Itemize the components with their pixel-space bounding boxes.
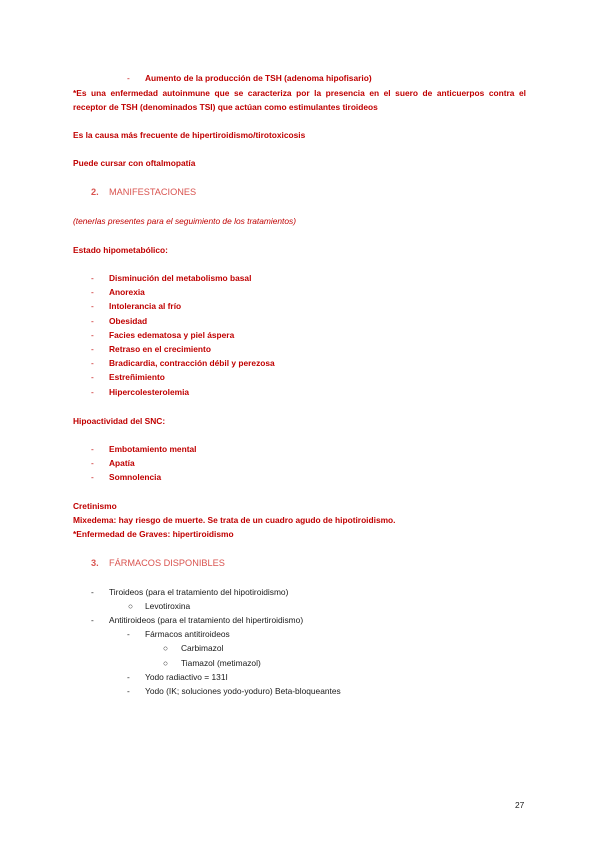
thiamazole: Tiamazol (metimazol) — [181, 658, 261, 668]
antithyroid-drugs: Fármacos antitiroideos — [145, 629, 230, 639]
bullet-dash: - — [91, 615, 94, 625]
carbimazole: Carbimazol — [181, 643, 224, 653]
cns-item: Apatía — [109, 458, 135, 468]
frequency-note: Es la causa más frecuente de hipertiroidismo/tirotoxicosis — [73, 130, 306, 140]
hypometabolic-item: Disminución del metabolismo basal — [109, 273, 252, 283]
hyperthyroid-treatment: Antitiroideos (para el tratamiento del hipertiroidismo) — [109, 615, 304, 625]
bullet-dash: - — [91, 444, 94, 454]
bullet-dash: - — [91, 330, 94, 340]
section-2-subtitle: (tenerlas presentes para el seguimiento de los tratamientos) — [73, 216, 296, 226]
bullet-dash: - — [91, 458, 94, 468]
bullet-dash: - — [91, 372, 94, 382]
section-3-title: FÁRMACOS DISPONIBLES — [109, 558, 225, 568]
hypometabolic-item: Bradicardia, contracción débil y perezosa — [109, 358, 275, 368]
bullet-dash: - — [127, 629, 130, 639]
hypothyroid-treatment: Tiroideos (para el tratamiento del hipotiroidismo) — [109, 587, 289, 597]
circle-bullet-icon: ○ — [128, 601, 134, 611]
bullet-dash: - — [91, 387, 94, 397]
bullet-dash: - — [91, 273, 94, 283]
hypometabolic-item: Intolerancia al frío — [109, 301, 182, 311]
hypometabolic-item: Facies edematosa y piel áspera — [109, 330, 235, 340]
bullet-dash: - — [127, 73, 130, 83]
levothyroxine: Levotiroxina — [145, 601, 191, 611]
bullet-dash: - — [127, 686, 130, 696]
iodine: Yodo (IK; soluciones yodo-yoduro) Beta-bloqueantes — [145, 686, 341, 696]
section-3-number: 3. — [91, 558, 99, 568]
autoimmune-note: *Es una enfermedad autoinmune que se caracteriza por la presencia en el suero de anticuerpos contra el receptor de TSH (denominados TSI) que actúan como estimulantes tiroideos — [73, 88, 526, 112]
page-number: 27 — [515, 800, 525, 810]
graves-note: *Enfermedad de Graves: hipertiroidismo — [73, 529, 234, 539]
hypometabolic-item: Estreñimiento — [109, 372, 165, 382]
hypometabolic-item: Hipercolesterolemia — [109, 387, 190, 397]
hypometabolic-item: Obesidad — [109, 316, 148, 326]
bullet-dash: - — [91, 587, 94, 597]
ophthalmopathy-note: Puede cursar con oftalmopatía — [73, 158, 196, 168]
bullet-dash: - — [127, 672, 130, 682]
hypometabolic-item: Anorexia — [109, 287, 145, 297]
circle-bullet-icon: ○ — [163, 658, 169, 668]
bullet-dash: - — [91, 287, 94, 297]
bullet-dash: - — [91, 301, 94, 311]
bullet-dash: - — [91, 472, 94, 482]
cns-label: Hipoactividad del SNC: — [73, 416, 166, 426]
cretinism-label: Cretinismo — [73, 501, 117, 511]
circle-bullet-icon: ○ — [163, 643, 169, 653]
radioiodine: Yodo radiactivo = 131I — [145, 672, 228, 682]
section-2-number: 2. — [91, 187, 99, 197]
bullet-dash: - — [91, 344, 94, 354]
cns-item: Somnolencia — [109, 472, 162, 482]
cns-item: Embotamiento mental — [109, 444, 197, 454]
hypometabolic-item: Retraso en el crecimiento — [109, 344, 211, 354]
section-2-title: MANIFESTACIONES — [109, 187, 197, 197]
hypometabolic-label: Estado hipometabólico: — [73, 245, 168, 255]
graves-bullet: Aumento de la producción de TSH (adenoma hipofisario) — [145, 73, 372, 83]
bullet-dash: - — [91, 358, 94, 368]
bullet-dash: - — [91, 316, 94, 326]
myxedema-note: Mixedema: hay riesgo de muerte. Se trata de un cuadro agudo de hipotiroidismo. — [73, 515, 396, 525]
